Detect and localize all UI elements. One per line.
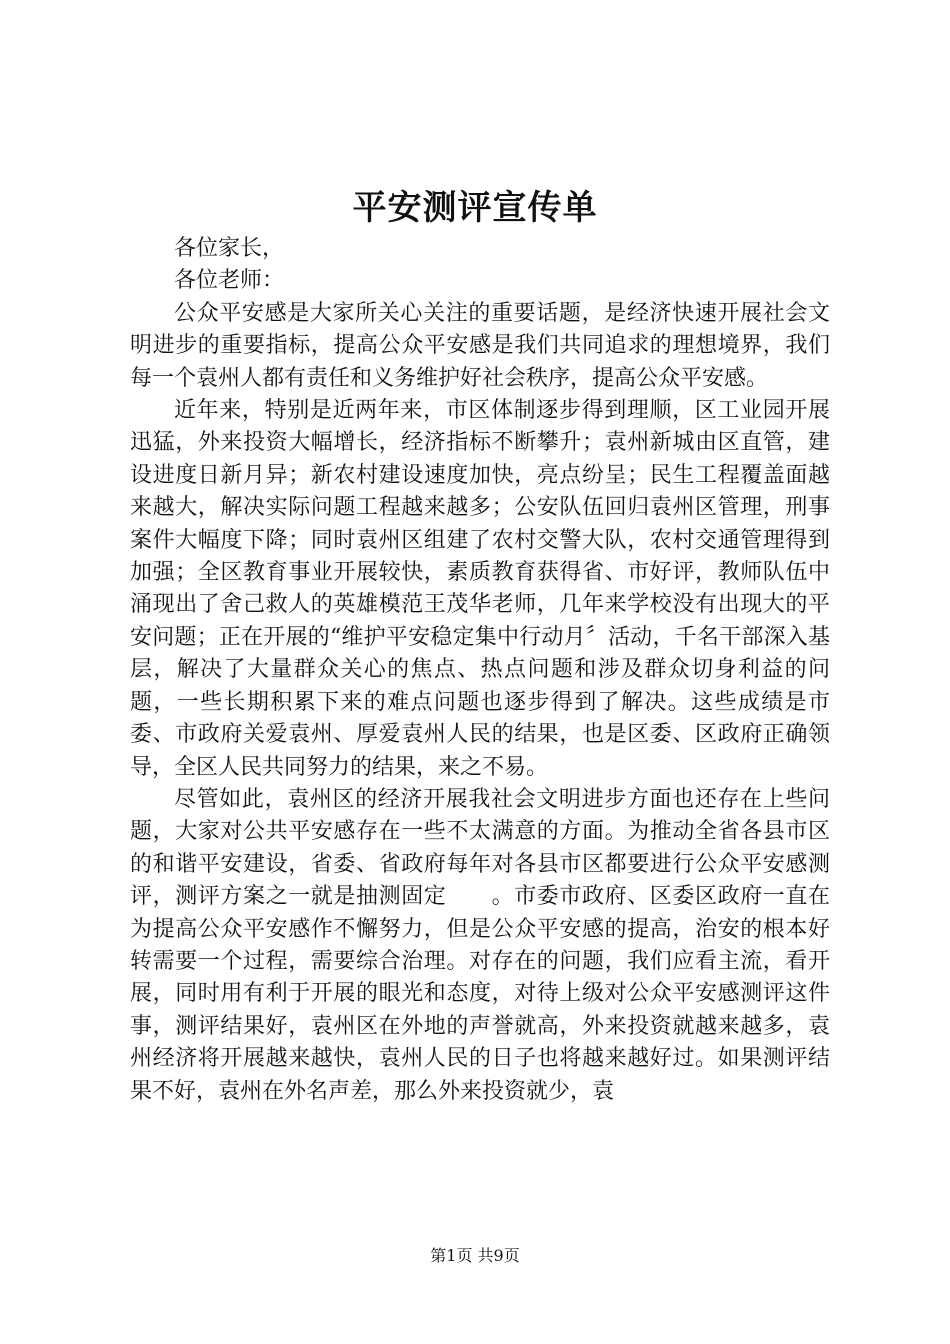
greeting-teachers: 各位老师： — [174, 268, 285, 294]
document-title: 平安测评宣传单 — [352, 188, 598, 228]
document-body — [130, 233, 830, 1108]
paragraph-2: 近年来，特别是近两年来，市区体制逐步得到理顺，区工业园开展迅猛，外来投资大幅增长，经济指标不断攀升；袁州新城由区直管，建设进度日新月异；新农村建设速度加快，亮点纷呈；民生工程覆盖面越来越大，解决实际问题工程越来越多；公安队伍回归袁州区管理，刑事案件大幅度下降；同时袁州区组建了农村交警大队，农村交通管理得到加强；全区教育事业开展较快，素质教育获得省、市好评，教师队伍中涌现出了舍己救人的英雄模范王茂华老师，几年来学校没有出现大的平安问题；正在开展的“维护平安稳定集中行动月〞活动，千名干部深入基层，解决了大量群众关心的焦点、热点问题和涉及群众切身利益的问题，一些长期积累下来的难点问题也逐步得到了解决。这些成绩是市委、市政府关爱袁州、厚爱袁州人民的结果，也是区委、区政府正确领导，全区人民共同努力的结果，来之不易。 — [130, 398, 830, 780]
paragraph-1: 公众平安感是大家所关心关注的重要话题，是经济快速开展社会文明进步的重要指标，提高公众平安感是我们共同追求的理想境界，我们每一个袁州人都有责任和义务维护好社会秩序，提高公众平安感。 — [130, 300, 830, 391]
paragraph-3: 尽管如此，袁州区的经济开展我社会文明进步方面也还存在上些问题，大家对公共平安感存在一些不太满意的方面。为推动全省各县市区的和谐平安建设，省委、省政府每年对各县市区都要进行公众平安感测评，测评方案之一就是抽测固定 。市委市政府、区委区政府一直在为提高公众平安感作不懈努力，但是公众平安感的提高，治安的根本好转需要一个过程，需要综合治理。对存在的问题，我们应看主流，看开展，同时用有利于开展的眼光和态度，对待上级对公众平安感测评这件事，测评结果好，袁州区在外地的声誉就高，外来投资就越来越多，袁州经济将开展越来越快，袁州人民的日子也将越来越好过。如果测评结果不好，袁州在外名声差，那么外来投资就少，袁 — [130, 786, 830, 1104]
greeting-parents: 各位家长， — [174, 236, 285, 261]
page-footer: 第1页 共9页 — [430, 1246, 520, 1265]
